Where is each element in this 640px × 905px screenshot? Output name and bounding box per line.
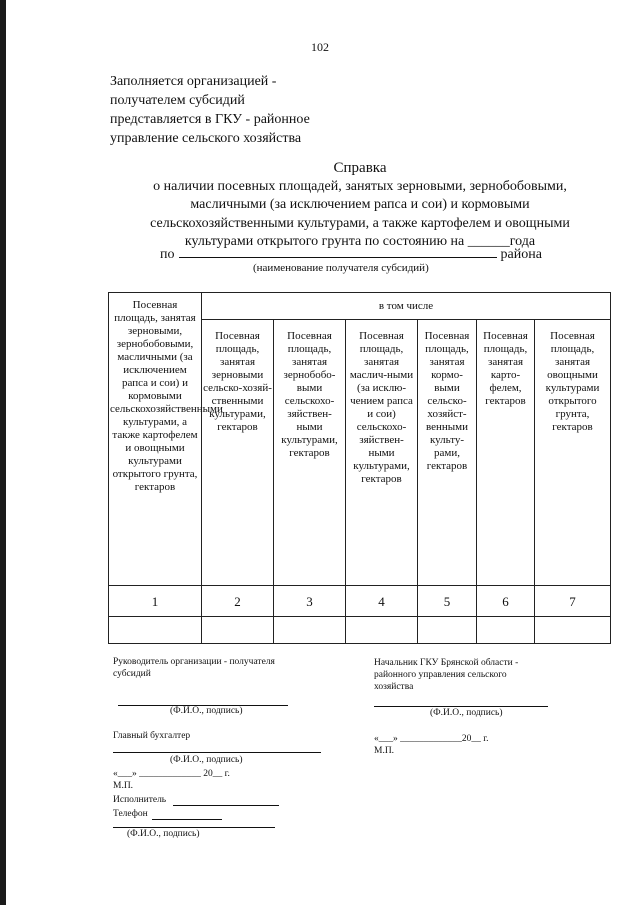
right-stamp-place: М.П. — [374, 746, 395, 756]
recipient-caption: (наименование получателя субсидий) — [253, 262, 429, 274]
table-cell-empty[interactable] — [346, 617, 418, 644]
recipient-row — [160, 244, 600, 263]
right-head-line: хозяйства — [374, 682, 414, 692]
executor-fio-caption: (Ф.И.О., подпись) — [127, 829, 200, 839]
document-title-block — [130, 159, 590, 252]
chief-accountant-label: Главный бухгалтер — [113, 731, 191, 741]
right-head-signature-line[interactable] — [374, 706, 548, 707]
table-header-potato: Посевная площадь, занятая карто-фелем, гектаров — [477, 320, 535, 586]
district-label: района — [500, 247, 542, 262]
table-header-forage: Посевная площадь, занятая кормо-выми сельско-хозяйст-венными культу-рами, гектаров — [418, 320, 477, 586]
left-date-line: «___» _____________ 20__ г. — [113, 769, 230, 779]
table-header-oilseeds: Посевная площадь, занятая маслич-ными (за исклю-чением рапса и сои) сельскохо-зяйствен-ными культурами, гектаров — [346, 320, 418, 586]
header-note — [110, 72, 310, 148]
right-head-title — [374, 657, 518, 693]
table-header-vegetables: Посевная площадь, занятая овощными культурами открытого грунта, гектаров — [535, 320, 611, 586]
column-number: 3 — [274, 586, 346, 617]
subtitle-line: о наличии посевных площадей, занятых зерновыми, зернобобовыми, — [153, 178, 567, 194]
executor-signature-line[interactable] — [113, 827, 275, 828]
table-header-group: в том числе — [202, 293, 611, 320]
header-note-line: получателем субсидий — [110, 93, 245, 108]
right-head-fio-caption: (Ф.И.О., подпись) — [430, 708, 503, 718]
column-number: 2 — [202, 586, 274, 617]
data-table — [108, 292, 611, 644]
chief-accountant-fio-caption: (Ф.И.О., подпись) — [170, 755, 243, 765]
phone-fill-line[interactable] — [152, 819, 222, 820]
by-label: по — [160, 247, 175, 262]
column-number: 5 — [418, 586, 477, 617]
header-note-line: управление сельского хозяйства — [110, 131, 302, 146]
column-number: 7 — [535, 586, 611, 617]
left-head-line: субсидий — [113, 669, 151, 679]
executor-fill-line[interactable] — [173, 805, 279, 806]
subtitle-line: культурами открытого грунта по состоянию на ______года — [184, 234, 536, 249]
column-number: 6 — [477, 586, 535, 617]
recipient-fill-line[interactable] — [179, 244, 497, 258]
subtitle-line: масличными (за исключением рапса и сои) и кормовыми — [190, 197, 530, 212]
header-note-line: представляется в ГКУ - районное — [110, 112, 310, 127]
table-header-cereals: Посевная площадь, занятая зерновыми сельско-хозяй-ственными культурами, гектаров — [202, 320, 274, 586]
table-cell-empty[interactable] — [274, 617, 346, 644]
right-date-line: «___» _____________20__ г. — [374, 734, 489, 744]
right-head-line: районного управления сельского — [374, 670, 507, 680]
header-note-line: Заполняется организацией - — [110, 74, 277, 89]
page-number: 102 — [311, 40, 329, 54]
column-number: 1 — [109, 586, 202, 617]
chief-accountant-signature-line[interactable] — [113, 752, 321, 753]
table-header-total: Посевная площадь, занятая зерновыми, зернобобовыми, масличными (за исключением рапса и сои) и кормовыми сельскохозяйственными культурами, а также картофелем и овощными культурами открытого грунта, гектаров — [109, 293, 202, 586]
table-cell-empty[interactable] — [535, 617, 611, 644]
subtitle-line: сельскохозяйственными культурами, а также картофелем и овощными — [150, 215, 570, 231]
table-cell-empty[interactable] — [109, 617, 202, 644]
left-head-title — [113, 656, 275, 680]
left-stamp-place: М.П. — [113, 781, 134, 791]
table-cell-empty[interactable] — [477, 617, 535, 644]
right-head-line: Начальник ГКУ Брянской области - — [374, 658, 519, 668]
left-head-line: Руководитель организации - получателя — [113, 657, 275, 667]
scan-left-edge — [0, 0, 6, 905]
table-cell-empty[interactable] — [418, 617, 477, 644]
column-number: 4 — [346, 586, 418, 617]
document-title: Справка — [333, 160, 387, 176]
phone-label: Телефон — [113, 809, 148, 819]
table-cell-empty[interactable] — [202, 617, 274, 644]
executor-label: Исполнитель — [113, 795, 167, 805]
left-head-fio-caption: (Ф.И.О., подпись) — [170, 706, 243, 716]
table-header-legumes: Посевная площадь, занятая зернобобо-выми сельскохо-зяйствен-ными культурами, гектаров — [274, 320, 346, 586]
